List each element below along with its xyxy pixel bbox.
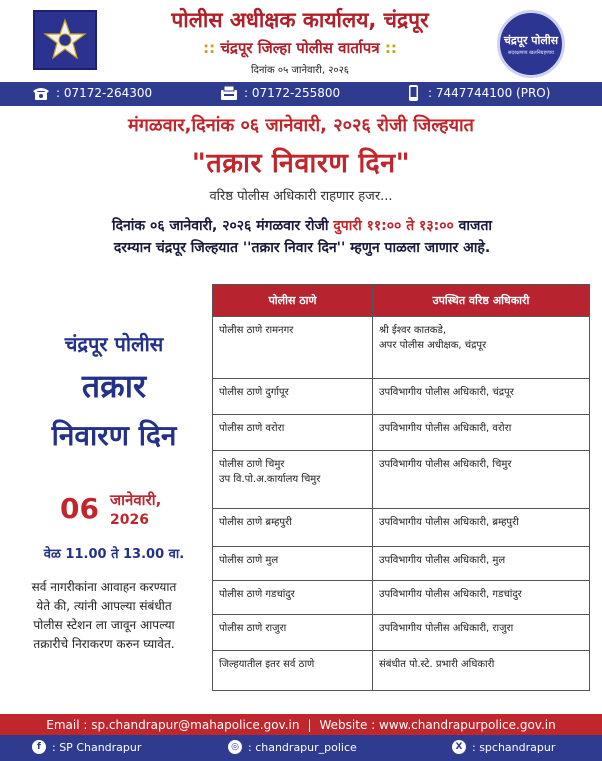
footer-separator: | bbox=[307, 717, 312, 732]
newsletter-title bbox=[110, 38, 490, 58]
officer-cell: उपविभागीय पोलीस अधिकारी, गडचांदुर bbox=[373, 581, 590, 615]
table-row bbox=[213, 581, 590, 615]
event-description bbox=[14, 215, 590, 259]
police-emblem-logo bbox=[33, 10, 97, 70]
poster-month: जानेवारी, bbox=[110, 491, 162, 509]
poster-day: 06 bbox=[60, 492, 99, 525]
officer-cell: उपविभागीय पोलीस अधिकारी, ब्रम्हपुरी bbox=[373, 509, 590, 547]
police-star-icon bbox=[42, 17, 88, 63]
facebook-handle: : SP Chandrapur bbox=[52, 740, 142, 754]
station-cell: पोलीस ठाणे राजुरा bbox=[213, 615, 373, 651]
website-link[interactable]: Website : www.chandrapurpolice.gov.in bbox=[319, 717, 556, 732]
facebook-link[interactable] bbox=[32, 740, 141, 754]
table-row bbox=[213, 509, 590, 547]
officer-cell: श्री ईश्वर कातकडे, अपर पोलीस अधीक्षक, चंद्रपूर bbox=[373, 317, 590, 379]
table-row bbox=[213, 651, 590, 691]
x-twitter-icon: X bbox=[452, 740, 466, 754]
table-row bbox=[213, 615, 590, 651]
twitter-handle: : spchandrapur bbox=[472, 740, 556, 754]
phone-number: : 07172-264300 bbox=[56, 86, 153, 100]
subtitle-dots-right: :: bbox=[384, 39, 397, 57]
table-row bbox=[213, 547, 590, 581]
table-row bbox=[213, 379, 590, 415]
newsletter-name: चंद्रपूर जिल्हा पोलीस वार्तापत्र bbox=[220, 39, 380, 57]
mobile-phone-icon bbox=[404, 85, 422, 101]
facebook-icon: f bbox=[32, 740, 46, 754]
event-subheading: वरिष्ठ पोलीस अधिकारी राहणार हजर... bbox=[209, 189, 393, 204]
officer-cell: उपविभागीय पोलीस अधिकारी, वरोरा bbox=[373, 415, 590, 451]
description-line-2: दरम्यान चंद्रपूर जिल्हयात ''तक्रार निवार दिन'' म्हणुन पाळला जाणार आहे. bbox=[113, 240, 491, 256]
station-cell: पोलीस ठाणे रामनगर bbox=[213, 317, 373, 379]
table-header-row bbox=[213, 285, 590, 317]
column-header-officer: उपस्थित वरिष्ठ अधिकारी bbox=[373, 285, 590, 317]
fax-number: : 07172-255800 bbox=[244, 86, 341, 100]
fax-icon bbox=[220, 85, 238, 101]
column-header-station: पोलीस ठाणे bbox=[213, 285, 373, 317]
officer-cell: उपविभागीय पोलीस अधिकारी, राजुरा bbox=[373, 615, 590, 651]
issue-date: दिनांक ०५ जानेवारी, २०२६ bbox=[250, 65, 350, 76]
citizen-appeal: सर्व नागरीकांना आवाहन करण्यात येते की, त्यांनी आपल्या संबंधीत पोलीस स्टेशन ला जावून आपल्या तक्रारीचे निराकरण करुन घ्यावेत. bbox=[31, 580, 177, 651]
table-row bbox=[213, 317, 590, 379]
letterhead bbox=[0, 0, 602, 80]
twitter-link[interactable] bbox=[452, 740, 555, 754]
station-cell: जिल्हयातील इतर सर्व ठाणे bbox=[213, 651, 373, 691]
officer-schedule-table bbox=[212, 284, 590, 691]
table-row bbox=[213, 451, 590, 509]
description-part-2: वाजता bbox=[458, 218, 493, 234]
mobile-number: : 7447744100 (PRO) bbox=[428, 86, 551, 100]
instagram-icon: ◎ bbox=[228, 740, 242, 754]
social-media-bar bbox=[0, 735, 602, 761]
station-cell: पोलीस ठाणे गडचांदुर bbox=[213, 581, 373, 615]
phone-contact[interactable] bbox=[32, 85, 152, 101]
poster-time: वेळ 11.00 ते 13.00 वा. bbox=[43, 547, 185, 562]
station-cell: पोलीस ठाणे चिमुर उप वि.पो.अ.कार्यालय चिमुर bbox=[213, 451, 373, 509]
poster-line-1: चंद्रपूर पोलीस bbox=[64, 332, 164, 356]
footer-links-bar bbox=[0, 714, 602, 735]
telephone-icon bbox=[32, 85, 50, 101]
office-title: पोलीस अधीक्षक कार्यालय, चंद्रपूर bbox=[171, 8, 429, 32]
station-cell: पोलीस ठाणे वरोरा bbox=[213, 415, 373, 451]
station-cell: पोलीस ठाणे दुर्गापूर bbox=[213, 379, 373, 415]
description-line-1 bbox=[14, 215, 590, 237]
station-cell: पोलीस ठाणे मुल bbox=[213, 547, 373, 581]
instagram-link[interactable] bbox=[228, 740, 357, 754]
table-row bbox=[213, 415, 590, 451]
subtitle-dots-left: :: bbox=[203, 39, 216, 57]
instagram-handle: : chandrapur_police bbox=[248, 740, 357, 754]
officer-cell: उपविभागीय पोलीस अधिकारी, चंद्रपूर bbox=[373, 379, 590, 415]
fax-contact[interactable] bbox=[220, 85, 340, 101]
description-part-1: दिनांक ०६ जानेवारी, २०२६ मंगळवार रोजी bbox=[111, 218, 334, 234]
mobile-contact[interactable] bbox=[404, 85, 550, 101]
logo-motto: सदरक्षणाय खलनिग्रहणाय bbox=[508, 49, 554, 56]
station-cell: पोलीस ठाणे ब्रम्हपुरी bbox=[213, 509, 373, 547]
officer-cell: संबंधीत पो.स्टे. प्रभारी अधिकारी bbox=[373, 651, 590, 691]
description-time-highlight: दुपारी ११:०० ते १३:०० bbox=[333, 218, 459, 234]
email-link[interactable]: Email : sp.chandrapur@mahapolice.gov.in bbox=[46, 717, 300, 732]
event-date-headline: मंगळवार,दिनांक ०६ जानेवारी, २०२६ रोजी जिल्हयात bbox=[128, 115, 474, 136]
officer-cell: उपविभागीय पोलीस अधिकारी, चिमुर bbox=[373, 451, 590, 509]
logo-text: चंद्रपूर पोलीस bbox=[503, 33, 559, 47]
poster-line-3: निवारण दिन bbox=[51, 419, 177, 452]
officer-cell: उपविभागीय पोलीस अधिकारी, मुल bbox=[373, 547, 590, 581]
poster-line-2: तक्रार bbox=[81, 367, 147, 405]
event-title: "तक्रार निवारण दिन" bbox=[191, 148, 411, 179]
poster-year: 2026 bbox=[110, 512, 149, 528]
contact-bar bbox=[0, 82, 602, 106]
chandrapur-police-logo bbox=[497, 10, 565, 78]
